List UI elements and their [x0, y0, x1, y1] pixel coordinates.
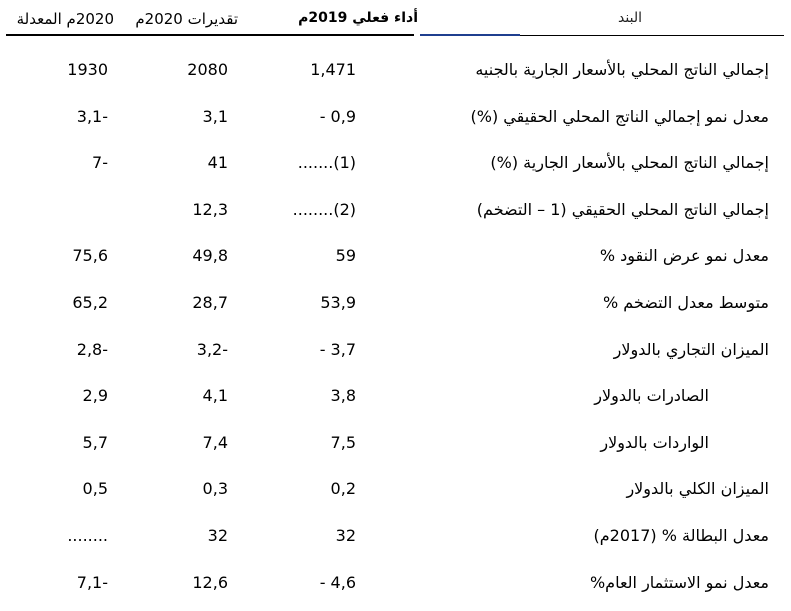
row-revised-2020: 2,8-	[76, 339, 108, 359]
row-revised-2020: 1930	[67, 60, 108, 79]
row-label: الميزان الكلي بالدولار	[626, 479, 769, 499]
header-item: البند	[618, 10, 642, 26]
row-actual-2019: 32	[335, 525, 356, 545]
row-revised-2020: 65,2	[72, 292, 108, 312]
row-estimates-2020: 3,2-	[196, 339, 228, 359]
row-actual-2019: 53,9	[320, 292, 356, 312]
header-actual-2019: أداء فعلي 2019م	[298, 10, 418, 26]
table-row	[0, 285, 791, 332]
row-estimates-2020: 41	[207, 153, 228, 173]
row-label: معدل نمو الاستثمار العام%	[589, 572, 769, 592]
row-label: الصادرات بالدولار	[594, 386, 709, 406]
table-row	[0, 192, 791, 239]
table-row	[0, 52, 791, 99]
header-revised-2020: 2020م المعدلة	[16, 10, 114, 28]
row-actual-2019: 3,8	[330, 386, 356, 406]
row-revised-2020: ........	[67, 525, 108, 545]
row-revised-2020: 3,1-	[76, 106, 108, 126]
row-revised-2020: 7,1-	[76, 572, 108, 592]
row-revised-2020: 7-	[92, 153, 108, 173]
table-row	[0, 238, 791, 285]
row-estimates-2020: 7,4	[202, 432, 228, 452]
row-actual-2019: 0,2	[330, 479, 356, 499]
row-label: معدل نمو إجمالي الناتج المحلي الحقيقي (%)	[470, 106, 769, 126]
row-revised-2020: 75,6	[72, 246, 108, 266]
row-label: الميزان التجاري بالدولار	[613, 339, 769, 359]
table-row	[0, 565, 791, 611]
row-label: إجمالي الناتج المحلي الحقيقي (1 – التضخم)	[476, 199, 769, 219]
table-row	[0, 332, 791, 379]
table-row	[0, 99, 791, 146]
header-underline	[6, 34, 414, 36]
row-actual-2019: - 4,6	[319, 572, 356, 592]
header-underline-accent	[420, 34, 520, 36]
table-row	[0, 378, 791, 425]
row-label: إجمالي الناتج المحلي بالأسعار الجارية بالجنيه	[475, 60, 769, 79]
row-estimates-2020: 0,3	[202, 479, 228, 499]
row-revised-2020: 2,9	[82, 386, 108, 406]
header-estimates-2020: تقديرات 2020م	[135, 10, 238, 28]
row-actual-2019: .......(1)	[297, 153, 356, 173]
row-estimates-2020: 49,8	[192, 246, 228, 266]
row-revised-2020: 5,7	[82, 432, 108, 452]
row-actual-2019: 7,5	[330, 432, 356, 452]
row-actual-2019: ........(2)	[292, 199, 356, 219]
row-actual-2019: - 3,7	[319, 339, 356, 359]
row-estimates-2020: 28,7	[192, 292, 228, 312]
table-row	[0, 425, 791, 472]
row-actual-2019: - 0,9	[319, 106, 356, 126]
table-row	[0, 145, 791, 192]
table-row	[0, 471, 791, 518]
table-body	[0, 52, 791, 611]
row-estimates-2020: 3,1	[202, 106, 228, 126]
row-label: معدل البطالة % (2017م)	[593, 525, 769, 545]
row-actual-2019: 1,471	[310, 60, 356, 79]
row-label: معدل نمو عرض النقود %	[599, 246, 769, 266]
row-estimates-2020: 12,3	[192, 199, 228, 219]
row-estimates-2020: 2080	[187, 60, 228, 79]
row-label: الواردات بالدولار	[600, 432, 709, 452]
table-row	[0, 518, 791, 565]
row-label: متوسط معدل التضخم %	[602, 292, 769, 312]
row-estimates-2020: 12,6	[192, 572, 228, 592]
row-actual-2019: 59	[335, 246, 356, 266]
row-estimates-2020: 4,1	[202, 386, 228, 406]
row-label: إجمالي الناتج المحلي بالأسعار الجارية (%)	[490, 153, 769, 173]
header-underline-thin	[520, 35, 784, 36]
row-revised-2020: 0,5	[82, 479, 108, 499]
row-estimates-2020: 32	[207, 525, 228, 545]
